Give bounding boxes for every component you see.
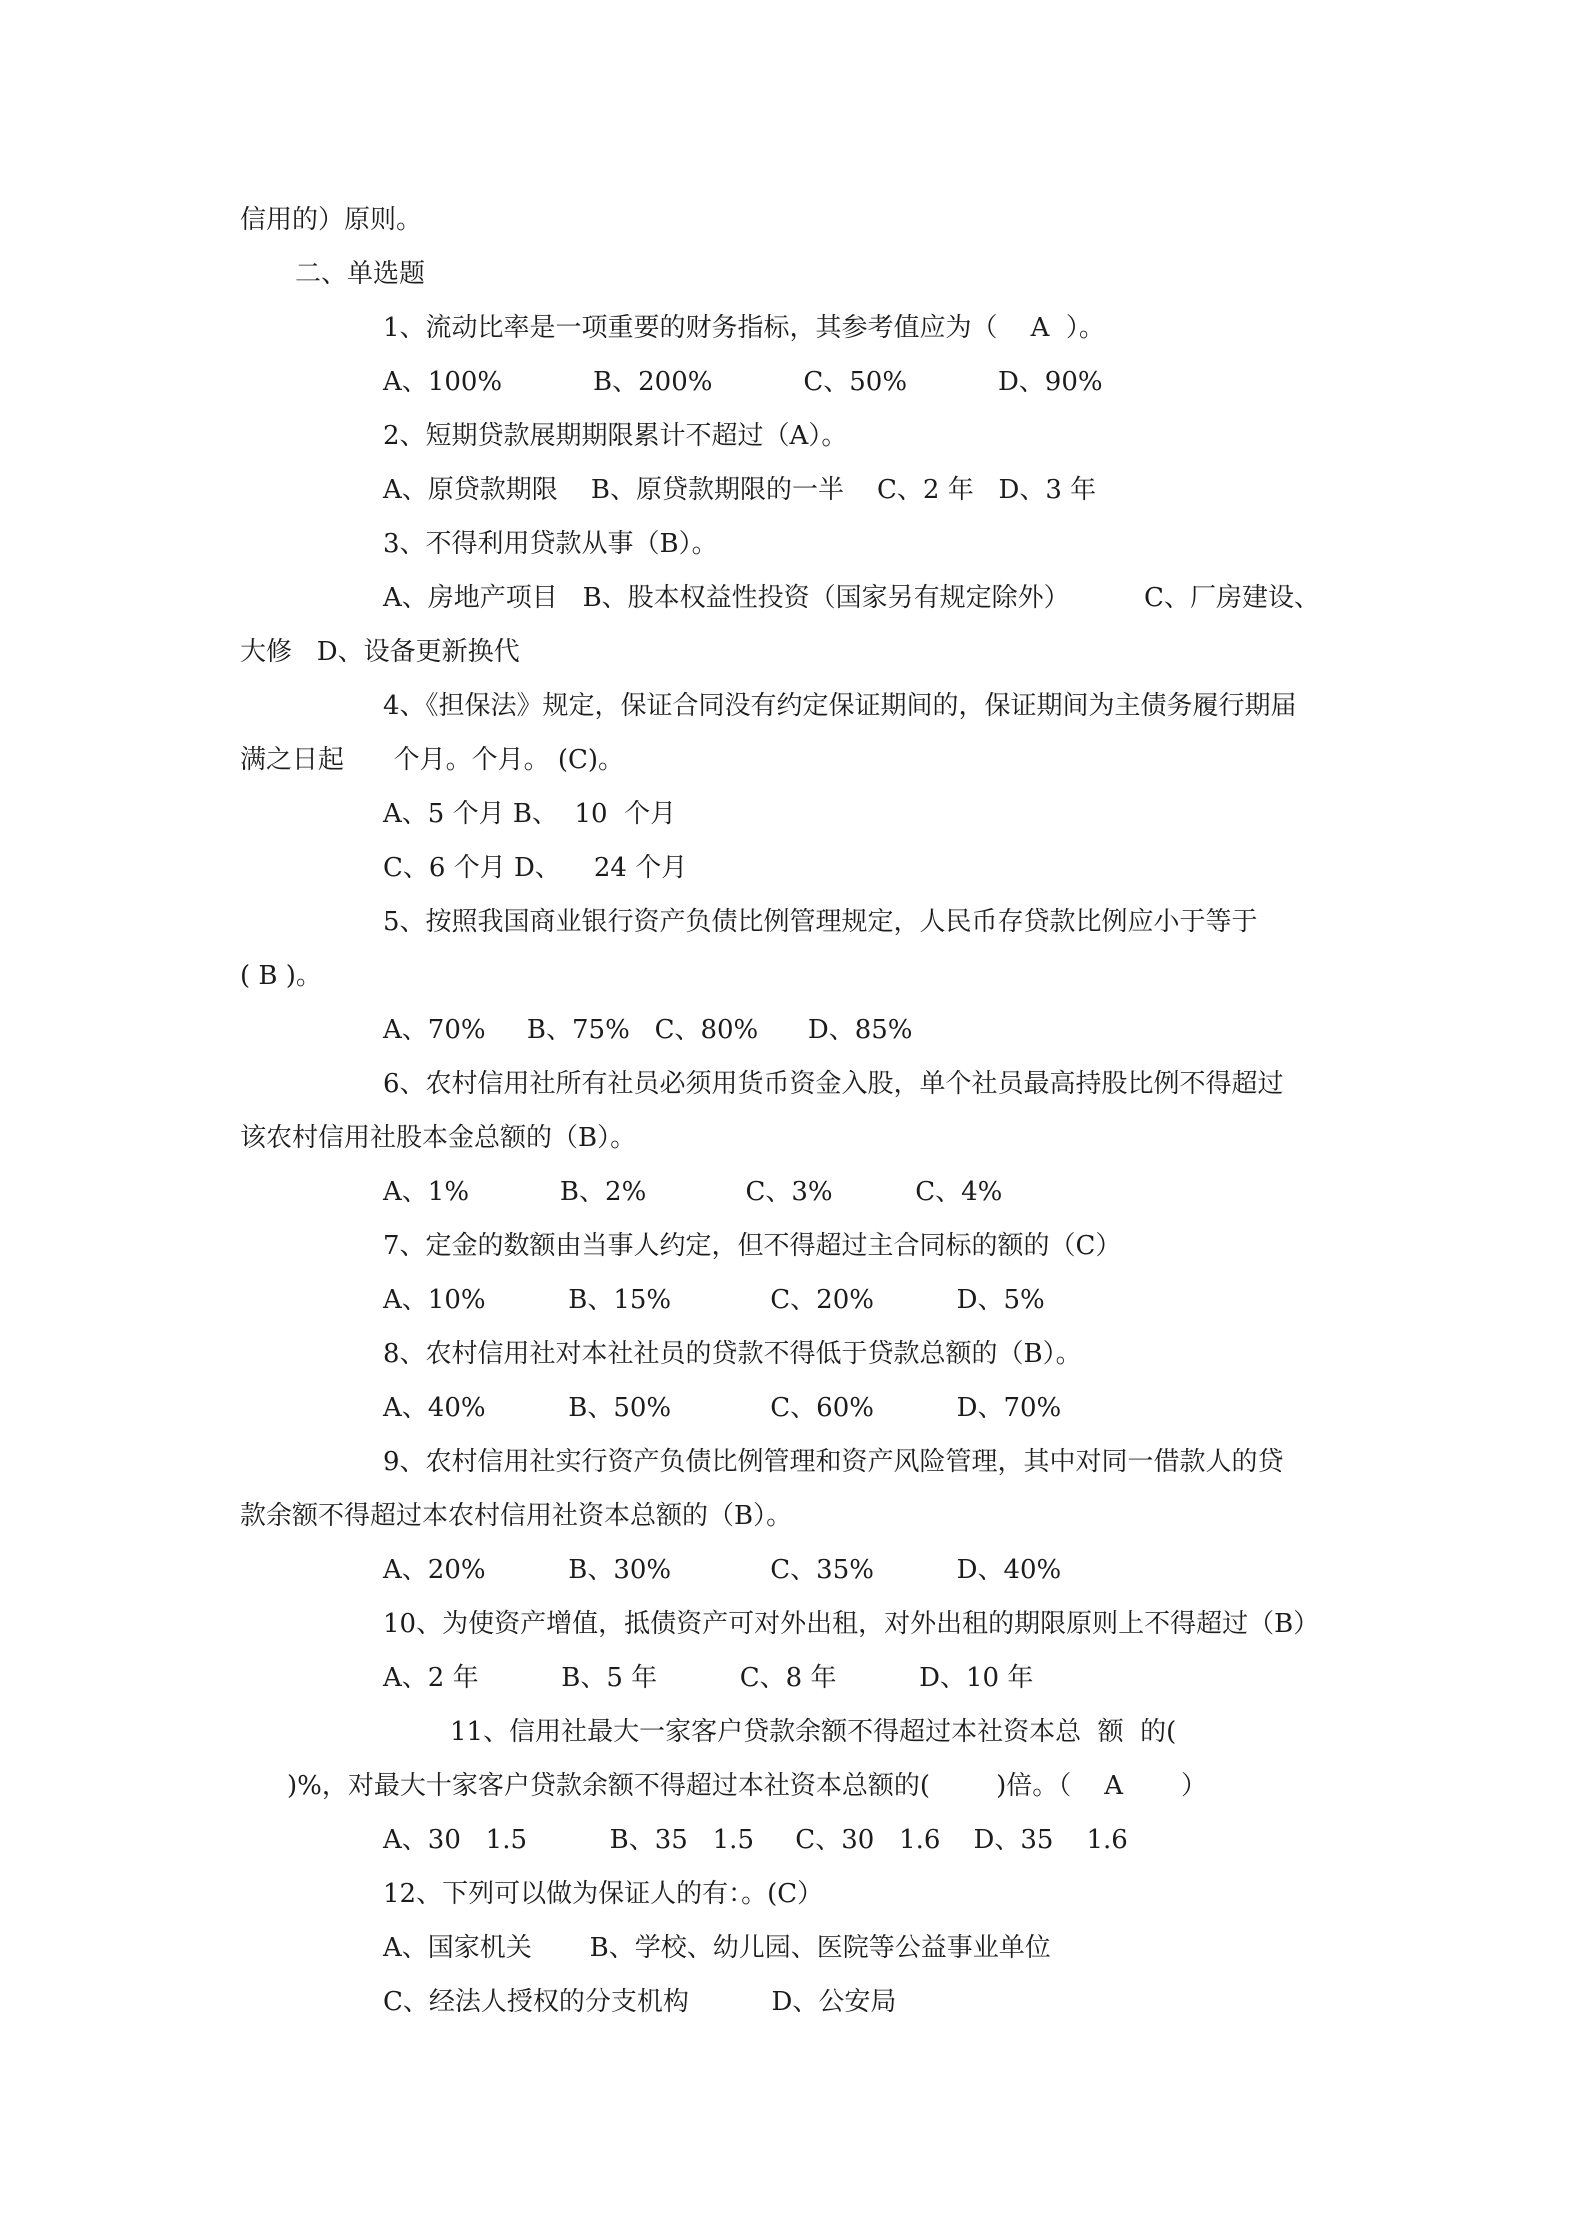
question-10: 10、为使资产增值，抵债资产可对外出租，对外出租的期限原则上不得超过（B） <box>383 1609 1320 1639</box>
options-11: A、30 1.5 B、35 1.5 C、30 1.6 D、35 1.6 <box>383 1825 1128 1855</box>
options-12b: C、经法人授权的分支机构 D、公安局 <box>383 1987 897 2017</box>
options-3-cont: 大修 D、设备更新换代 <box>240 637 520 667</box>
question-6: 6、农村信用社所有社员必须用货币资金入股，单个社员最高持股比例不得超过 <box>383 1069 1284 1099</box>
question-9: 9、农村信用社实行资产负债比例管理和资产风险管理，其中对同一借款人的贷 <box>383 1447 1284 1477</box>
question-3: 3、不得利用贷款从事（B）。 <box>383 529 718 559</box>
question-7: 7、定金的数额由当事人约定，但不得超过主合同标的额的（C） <box>383 1231 1122 1261</box>
question-12: 12、下列可以做为保证人的有：。(C） <box>383 1879 824 1909</box>
question-6-cont: 该农村信用社股本金总额的（B）。 <box>240 1123 637 1153</box>
question-1: 1、流动比率是一项重要的财务指标，其参考值应为（ A ）。 <box>383 313 1105 343</box>
question-2: 2、短期贷款展期期限累计不超过（A）。 <box>383 421 848 451</box>
options-4b: C、6 个月 D、 24 个月 <box>383 853 688 883</box>
question-8: 8、农村信用社对本社社员的贷款不得低于贷款总额的（B）。 <box>383 1339 1082 1369</box>
question-5: 5、按照我国商业银行资产负债比例管理规定，人民币存贷款比例应小于等于 <box>383 907 1258 937</box>
options-6: A、1% B、2% C、3% C、4% <box>383 1177 1003 1207</box>
section-heading: 二、单选题 <box>295 259 426 289</box>
question-11-cont: )%，对最大十家客户贷款余额不得超过本社资本总额的( )倍。（ A ） <box>287 1771 1207 1801</box>
options-4a: A、5 个月 B、 10 个月 <box>383 799 677 829</box>
options-3: A、房地产项目 B、股本权益性投资（国家另有规定除外） C、厂房建设、 <box>383 583 1320 613</box>
question-5-cont: ( B )。 <box>240 961 322 991</box>
paragraph-line: 信用的）原则。 <box>240 205 423 235</box>
options-9: A、20% B、30% C、35% D、40% <box>383 1555 1062 1585</box>
question-11: 11、信用社最大一家客户贷款余额不得超过本社资本总 额 的( <box>450 1717 1177 1747</box>
question-4: 4、《担保法》规定，保证合同没有约定保证期间的，保证期间为主债务履行期届 <box>383 691 1297 721</box>
options-12a: A、国家机关 B、学校、幼儿园、医院等公益事业单位 <box>383 1933 1051 1963</box>
question-9-cont: 款余额不得超过本农村信用社资本总额的（B）。 <box>240 1501 793 1531</box>
options-7: A、10% B、15% C、20% D、5% <box>383 1285 1045 1315</box>
options-10: A、2 年 B、5 年 C、8 年 D、10 年 <box>383 1663 1034 1693</box>
question-4-cont: 满之日起 个月。个月。 (C)。 <box>240 745 625 775</box>
options-2: A、原贷款期限 B、原贷款期限的一半 C、2 年 D、3 年 <box>383 475 1097 505</box>
options-5: A、70% B、75% C、80% D、85% <box>383 1015 913 1045</box>
options-1: A、100% B、200% C、50% D、90% <box>383 367 1103 397</box>
options-8: A、40% B、50% C、60% D、70% <box>383 1393 1062 1423</box>
